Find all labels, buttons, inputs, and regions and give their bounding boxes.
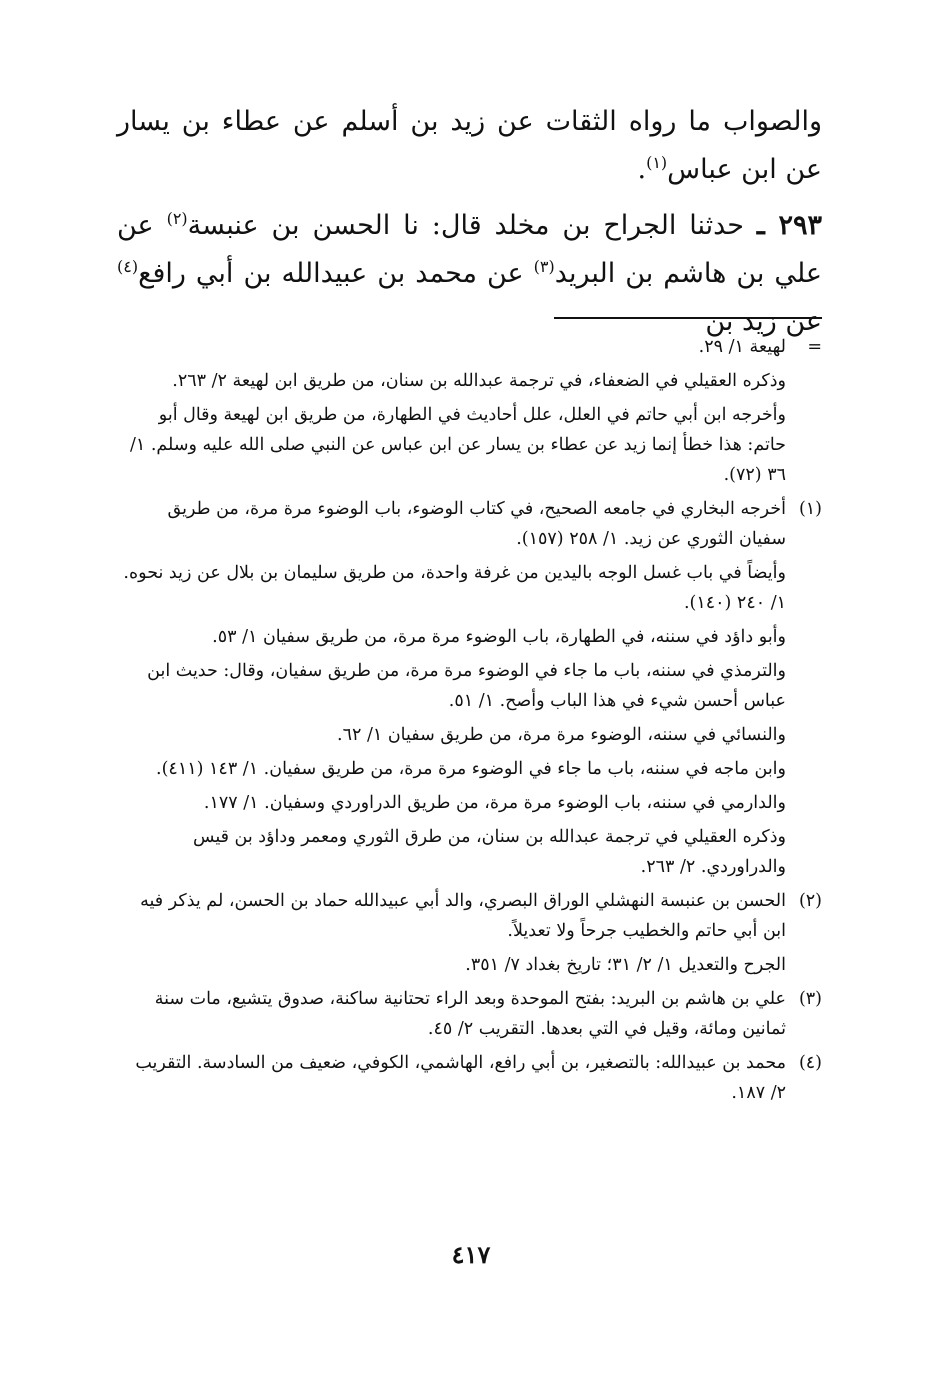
main-paragraph-2 <box>117 202 822 346</box>
main-paragraph-2-part-b: عن علي بن هاشم بن البريد <box>117 210 822 289</box>
footnote-1-mark: (١) <box>798 499 822 519</box>
main-paragraph-2-part-d: عن زيد بن <box>705 306 822 337</box>
footnote-line: لهيعة ١/ ٢٩. <box>698 337 786 357</box>
continuation-mark: = <box>807 337 822 357</box>
footnote-line: والترمذي في سننه، باب ما جاء في الوضوء مرة مرة، من طريق سفيان، وقال: حديث ابن عباس أحسن شيء في هذا الباب وأصح. ١/ ٥١. <box>147 661 786 711</box>
footnote-divider <box>554 317 822 319</box>
page-number: ٤١٧ <box>451 1240 491 1269</box>
footnote-line: وأبو داؤد في سننه، في الطهارة، باب الوضوء مرة مرة، من طريق سفيان ١/ ٥٣. <box>212 627 786 647</box>
main-paragraph-1 <box>117 98 822 194</box>
main-paragraph-1-text: والصواب ما رواه الثقات عن زيد بن أسلم عن عطاء بن يسار عن ابن عباس <box>117 106 822 185</box>
footnote-line: وذكره العقيلي في ترجمة عبدالله بن سنان، من طرق الثوري ومعمر وداؤد بن قيس والدراوردي. ٢/ ٢٦٣. <box>193 827 786 877</box>
footnote-ref-3: (٣) <box>533 257 555 276</box>
footnote-4 <box>117 1048 822 1112</box>
footnote-4-mark: (٤) <box>798 1053 822 1073</box>
main-paragraph-1-end: . <box>637 154 647 185</box>
footnote-line: الجرح والتعديل ١/ ٢/ ٣١؛ تاريخ بغداد ٧/ ٣٥١. <box>465 955 786 975</box>
footnote-2 <box>117 886 822 984</box>
main-text <box>117 98 822 354</box>
footnotes <box>117 332 822 1112</box>
main-paragraph-2-part-a: حدثنا الجراح بن مخلد قال: نا الحسن بن عنبسة <box>187 210 744 241</box>
footnote-ref-1: (١) <box>646 153 668 172</box>
footnote-line: علي بن هاشم بن البريد: بفتح الموحدة وبعد الراء تحتانية ساكنة، صدوق يتشيع، مات سنة ثمانين ومائة، وقيل في التي بعدها. التقريب ٢/ ٤٥. <box>154 989 786 1039</box>
footnote-line: أخرجه البخاري في جامعه الصحيح، في كتاب الوضوء، باب الوضوء مرة مرة، من طريق سفيان الثوري عن زيد. ١/ ٢٥٨ (١٥٧). <box>167 499 786 549</box>
footnote-continuation <box>117 332 822 494</box>
footnote-line: محمد بن عبيدالله: بالتصغير، بن أبي رافع، الهاشمي، الكوفي، ضعيف من السادسة. التقريب ٢/ ١٨٧. <box>135 1053 786 1103</box>
footnote-line: والدارمي في سننه، باب الوضوء مرة مرة، من طريق الدراوردي وسفيان. ١/ ١٧٧. <box>203 793 786 813</box>
footnote-line: الحسن بن عنبسة النهشلي الوراق البصري، والد أبي عبيدالله حماد بن الحسن، لم يذكر فيه ابن أبي حاتم والخطيب جرحاً ولا تعديلاً. <box>140 891 786 941</box>
footnote-line: وأخرجه ابن أبي حاتم في العلل، علل أحاديث في الطهارة، من طريق ابن لهيعة وقال أبو حاتم: هذا خطأ إنما زيد عن عطاء بن يسار عن ابن عباس عن النبي صلى الله عليه وسلم. ١/ ٣٦ (٧٢). <box>129 405 786 485</box>
footnote-line: والنسائي في سننه، الوضوء مرة مرة، من طريق سفيان ١/ ٦٢. <box>337 725 786 745</box>
footnote-2-mark: (٢) <box>798 891 822 911</box>
main-paragraph-2-part-c: عن محمد بن عبيدالله بن أبي رافع <box>138 258 524 289</box>
footnote-1 <box>117 494 822 886</box>
footnote-ref-4: (٤) <box>117 257 139 276</box>
hadith-number: ٢٩٣ ـ <box>756 210 822 241</box>
footnote-line: وأيضاً في باب غسل الوجه باليدين من غرفة واحدة، من طريق سليمان بن بلال عن زيد نحوه. ١/ ٢٤٠ (١٤٠). <box>123 563 786 613</box>
footnote-3-mark: (٣) <box>798 989 822 1009</box>
footnote-line: وابن ماجه في سننه، باب ما جاء في الوضوء مرة مرة، من طريق سفيان. ١/ ١٤٣ (٤١١). <box>156 759 786 779</box>
footnote-line: وذكره العقيلي في الضعفاء، في ترجمة عبدالله بن سنان، من طريق ابن لهيعة ٢/ ٢٦٣. <box>172 371 786 391</box>
footnote-3 <box>117 984 822 1048</box>
footnote-ref-2: (٢) <box>166 209 188 228</box>
